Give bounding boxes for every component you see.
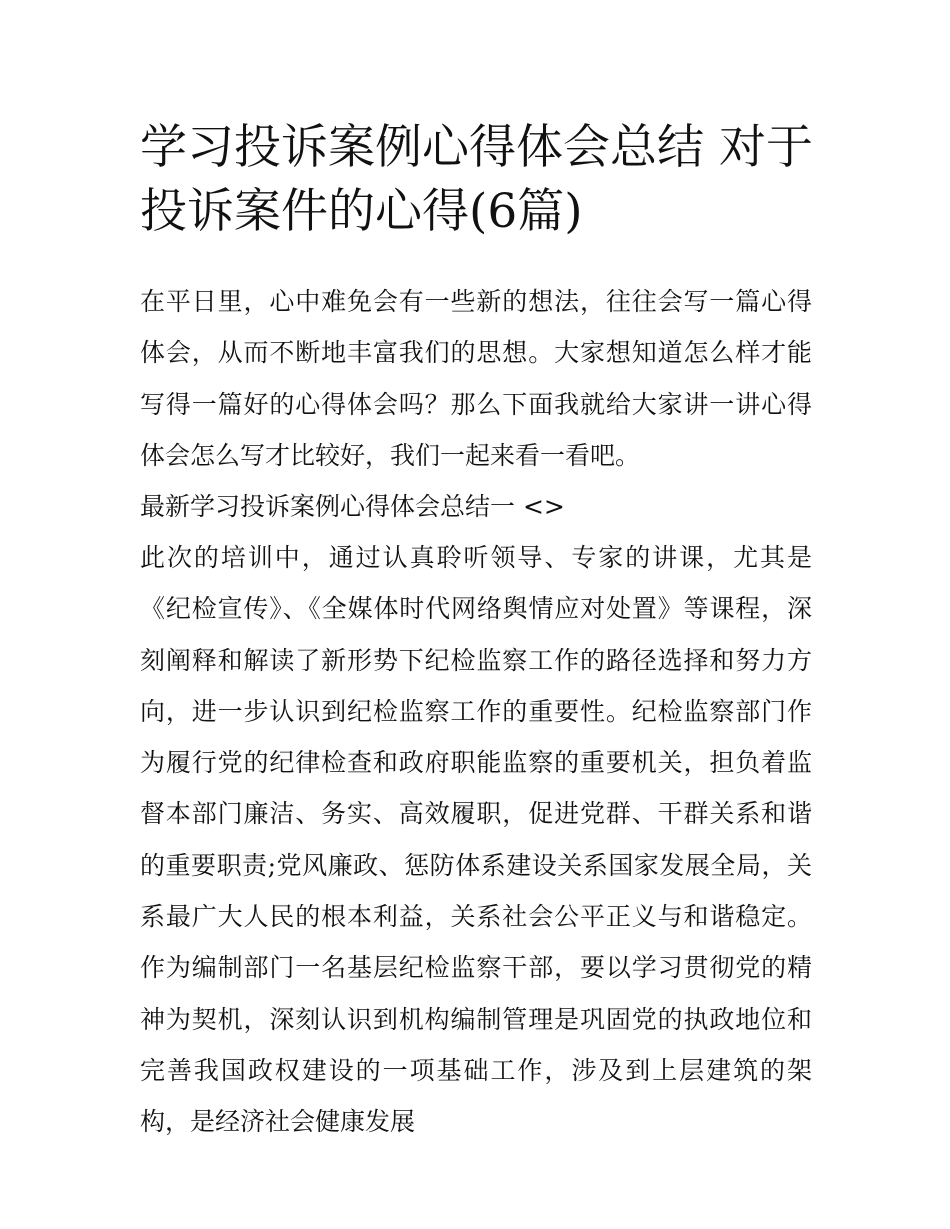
- document-title: 学习投诉案例心得体会总结 对于投诉案件的心得(6篇): [140, 120, 813, 239]
- section-heading: 最新学习投诉案例心得体会总结一 <>: [140, 492, 565, 521]
- body-paragraph: 此次的培训中，通过认真聆听领导、专家的讲课，尤其是《纪检宣传》、《全媒体时代网络舆情应对处置》等课程，深刻阐释和解读了新形势下纪检监察工作的路径选择和努力方向，进一步认识到纪检监察工作的重要性。纪检监察部门作为履行党的纪律检查和政府职能监察的重要机关，担负着监督本部门廉洁、务实、高效履职，促进党群、干群关系和谐的重要职责;党风廉政、惩防体系建设关系国家发展全局，关系最广大人民的根本利益，关系社会公平正义与和谐稳定。作为编制部门一名基层纪检监察干部，要以学习贯彻党的精神为契机，深刻认识到机构编制管理是巩固党的执政地位和完善我国政权建设的一项基础工作，涉及到上层建筑的架构，是经济社会健康发展: [140, 543, 812, 1137]
- intro-paragraph: 在平日里，心中难免会有一些新的想法，往往会写一篇心得体会，从而不断地丰富我们的思想。大家想知道怎么样才能写得一篇好的心得体会吗？那么下面我就给大家讲一讲心得体会怎么写才比较好，我们一起来看一看吧。: [140, 287, 812, 470]
